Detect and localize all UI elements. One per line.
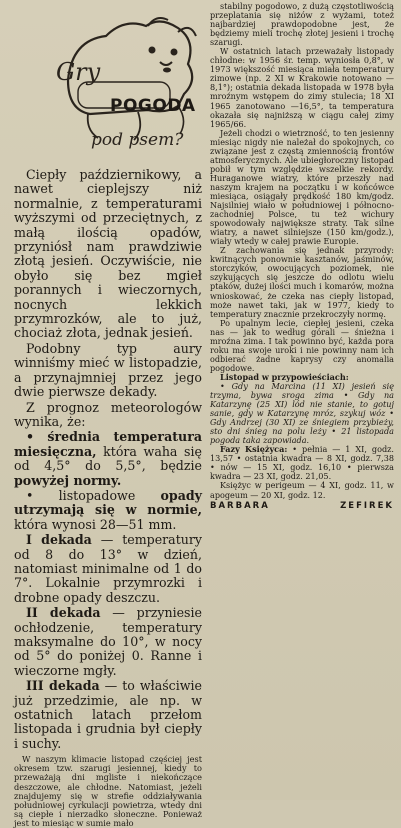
proverbs-body: • Gdy na Marcina (11 XI) jesień się trzyma, bywa sroga zima • Gdy na Katarzynę (25 XI) lód nie stanie, to gotuj sanie, gdy w Katarzynę mróz, szykuj wóz • Gdy Andrzej (30 XI) ze śniegiem przybieży, sto dni śnieg na polu leży • 21 listopada pogoda taka zapowiada. bbox=[210, 380, 394, 446]
decade-1-text: — temperatury od 8 do 13° w dzień, natomiast minimalne od 1 do 7°. Lokalnie przymrozki i drobne opady deszczu. bbox=[14, 532, 202, 605]
moon-perigee: Księżyc w perigeum — 4 XI, godz. 11, w apogeum — 20 XI, godz. 12. bbox=[210, 480, 394, 500]
author-last-name: ZEFIREK bbox=[340, 500, 394, 511]
intro-block bbox=[14, 168, 202, 751]
decade-2-text: — przyniesie ochłodzenie, temperatury maksymalne do 10°, w nocy od 5° do poniżej 0. Ranne i wieczorne mgły. bbox=[14, 605, 203, 678]
decade-3-text: — to właściwie już przedzimie, ale np. w ostatnich latach przełom listopada i grudnia był ciepły i suchy. bbox=[14, 678, 203, 751]
forecast-precipitation-text: która wynosi 28—51 mm. bbox=[14, 516, 177, 532]
right-paragraph-2: W ostatnich latach przeważały listopady chłodne: w 1956 śr. temp. wyniosła 0,8°, w 1973 większość miesiąca miała temperatury zimowe (np. 2 XI w Krakowie notowano —8,1°); ostatnia dekada listopada w 1978 była mroźnym wstępem do zimy stulecia; 18 XI 1965 zanotowano —16,5°, ta temperatura okazała się najniższą w ciągu całej zimy 1965/66. bbox=[210, 46, 394, 129]
forecast-temperature-text: która waha się od 4,5° do 5,5°, będzie bbox=[14, 443, 202, 474]
right-paragraph-4: Z zachowania się jednak przyrody: kwitnących ponownie kasztanów, jaśminów, storczyków, owocujących poziomek, nie szykujących się jeszcze do odlotu wielu ptaków, dużej ilości much i komarów, można wnioskować, że czeka nas ciepły listopad, może nawet taki, jak w 1977, kiedy to temperatury znacznie przekroczyły normę. bbox=[210, 245, 394, 319]
intro-paragraph-2: Podobny typ aury winniśmy mieć w listopadzie, a przynajmniej przez jego dwie pierwsze dekady. bbox=[14, 340, 202, 400]
left-column bbox=[14, 167, 203, 828]
decade-2 bbox=[14, 606, 202, 678]
small-print-block bbox=[14, 755, 202, 828]
logo-pod-psem-text: pod psem? bbox=[91, 130, 184, 150]
decade-1 bbox=[14, 533, 202, 605]
right-paragraph-5: Po upalnym lecie, ciepłej jesieni, czeka nas — jak to według górali — śnieżna i mroźna zima. I tak powinno być, każda pora roku ma swoje uroki i nie powinny nam ich odbierać żadne kaprysy czy anomalia pogodowe. bbox=[210, 317, 394, 373]
right-paragraph-3: Jeżeli chodzi o wietrzność, to ten jesienny miesiąc nigdy nie należał do spokojnych, co związane jest z częstą zmiennością frontów atmosferycznych. Ale ubiegłoroczny listopad pobił w tym względzie wszelkie rekordy. Huraganowe wiatry, które przeszły nad naszym krajem na początku i w końcówce miesiąca, osiągały prędkość 180 km/godz. Najsilniej wiało w południowej i północno-zachodniej Polsce, tu też wichury spowodowały największe straty. Tak silne wiatry, a nawet silniejsze (150 km/godz.), wiały wtedy w całej prawie Europie. bbox=[210, 127, 394, 247]
decade-3 bbox=[14, 679, 202, 751]
decade-2-label: II dekada bbox=[26, 605, 101, 621]
forecast-precipitation-bold: opady utrzymają się w normie, bbox=[14, 487, 202, 518]
moon-phases bbox=[210, 445, 394, 481]
forecast-precipitation bbox=[14, 489, 202, 532]
forecast-precipitation-pre: • listopadowe bbox=[26, 487, 161, 503]
moon-phases-title: Fazy Księżyca: bbox=[220, 444, 288, 455]
header-logo bbox=[28, 10, 203, 160]
right-column bbox=[210, 2, 394, 796]
decade-3-label: III dekada bbox=[26, 678, 100, 694]
forecast-temperature-bold: • średnia temperatura miesięczna, bbox=[14, 429, 202, 459]
logo-pogoda-text: POGODA bbox=[110, 96, 196, 116]
moon-phases-text: • pełnia — 1 XI, godz. 13,57 • ostatnia kwadra — 8 XI, godz. 7,38 • nów — 15 XI, godz. 16,10 • pierwsza kwadra — 23 XI, godz. 21,05. bbox=[210, 444, 394, 482]
forecast-temperature-bold2: powyżej normy. bbox=[14, 472, 122, 488]
decade-1-label: I dekada bbox=[26, 532, 92, 548]
logo-gry-text: Gry bbox=[56, 58, 101, 86]
right-paragraph-1: stabilny pogodowo, z dużą częstotliwością przeplatania się niżów z wyżami, toteż najbardziej prawdopodobne jest, że będziemy mieli trochę złotej jesieni i trochę szarugi. bbox=[210, 1, 394, 48]
proverbs-title-text: Listopad w przypowieściach: bbox=[220, 371, 349, 382]
intro-paragraph-3: Z prognoz meteorologów wynika, że: bbox=[14, 399, 202, 429]
intro-paragraph-1: Ciepły październikowy, a nawet cieplejszy niż normalnie, z temperaturami wyższymi od przeciętnych, z małą ilością opadów, przyniósł nam prawdziwie złotą jesień. Oczywiście, nie obyło się bez mgieł porannych i wieczornych, nocnych lekkich przymrozków, ale to już, chociaż złota, jednak jesień. bbox=[14, 167, 202, 341]
small-paragraph-1: W naszym klimacie listopad częściej jest okresem tzw. szarugi jesiennej, kiedy to przeważają dni mgliste i niekończące deszczowe, ale chłodne. Natomiast, jeżeli znajdujemy się w strefie oddziaływania południowej cyrkulacji powietrza, wtedy dni są ciepłe i nierzadko słoneczne. Ponieważ jest to miesiąc w sumie mało bbox=[14, 754, 202, 828]
author-first-name: BARBARA bbox=[210, 500, 270, 511]
author-signature bbox=[210, 502, 394, 511]
forecast-temperature bbox=[14, 430, 202, 488]
